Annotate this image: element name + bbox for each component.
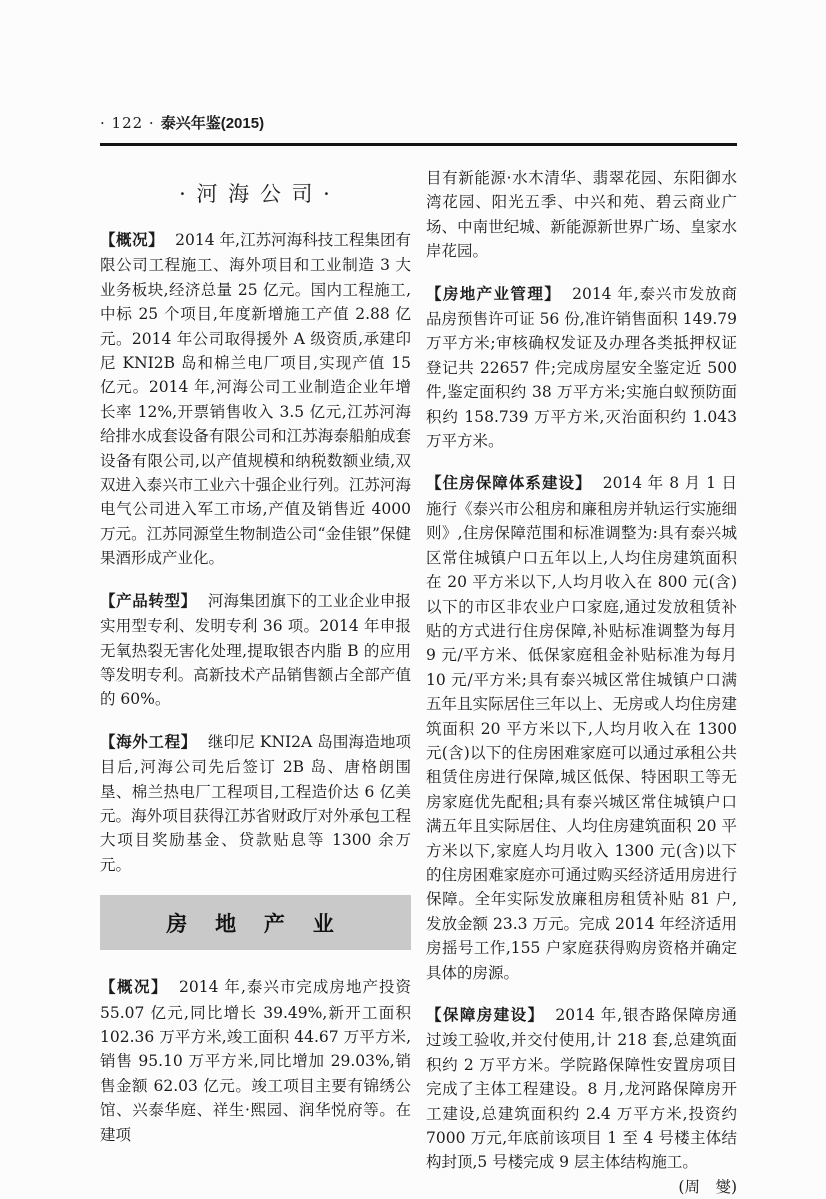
two-column-layout — [100, 166, 737, 1199]
section-text: 河海集团旗下的工业企业申报实用型专利、发明专利 36 项。2014 年申报无氧热裂无害化处理,提取银杏内脂 B 的应用等发明专利。高新技术产品销售额占全部产值的 60%。 — [100, 591, 411, 709]
section-text: 继印尼 KNI2A 岛围海造地项目后,河海公司先后签订 2B 岛、唐格朗围垦、棉兰热电厂工程项目,工程造价达 6 亿美元。海外项目获得江苏省财政厅对外承包工程大项目奖励基金、贷款贴息等 1300 余万元。 — [100, 732, 411, 874]
chapter-heading-box — [100, 895, 411, 950]
right-column — [426, 166, 737, 1199]
section-text: 目有新能源·水木清华、翡翠花园、东阳御水湾花园、阳光五季、中兴和苑、碧云商业广场、中南世纪城、新能源新世界广场、皇家水岸花园。 — [426, 169, 737, 261]
section-housing-security-system — [426, 471, 737, 985]
chapter-heading: 房 地 产 业 — [166, 913, 345, 937]
section-overseas-projects — [100, 730, 411, 877]
section-security-housing-construction — [426, 1003, 737, 1196]
section-label: 【住房保障体系建设】 — [426, 475, 592, 493]
section-text: 2014 年,泰兴市发放商品房预售许可证 56 份,准许销售面积 149.79 万平方米;审核确权发证及办理各类抵押权证登记共 22657 件;完成房屋安全鉴定近 500 件,鉴定面积约 38 万平方米;实施白蚁预防面积约 158.739 万平方米,灭治面积约 1.043 万平方米。 — [426, 284, 737, 451]
section-text: 2014 年,江苏河海科技工程集团有限公司工程施工、海外项目和工业制造 3 大业务板块,经济总量 25 亿元。国内工程施工,中标 25 个项目,年度新增施工产值 2.88 亿元。2014 年公司取得援外 A 级资质,承建印尼 KNI2B 岛和棉兰电厂项目,实现产值 15 亿元。2014 年,河海公司工业制造企业年增长率 12%,开票销售收入 3.5 亿元,江苏河海给排水成套设备有限公司和江苏海泰船舶成套设备有限公司,以产值规模和纳税数额业绩,双双进入泰兴市工业六十强企业行列。江苏河海电气公司进入军工市场,产值及销售近 4000 万元。江苏同源堂生物制造公司“金佳银”保健果酒形成产业化。 — [100, 231, 411, 568]
section-label: 【保障房建设】 — [426, 1007, 545, 1024]
article-title: · 河 海 公 司 · — [179, 182, 332, 206]
page-header — [100, 112, 737, 146]
section-label: 【产品转型】 — [100, 592, 197, 610]
section-label: 【房地产业管理】 — [426, 285, 562, 303]
section-overview-realestate — [100, 975, 411, 1147]
section-overview-hehai — [100, 228, 411, 571]
section-text: 2014 年,银杏路保障房通过竣工验收,并交付使用,计 218 套,总建筑面积约 2 万平方米。学院路保障性安置房项目完成了主体工程建设。8 月,龙河路保障房开工建设,总建筑面积约 2.4 万平方米,投资约 7000 万元,年底前该项目 1 至 4 号楼主体结构封顶,5 号楼完成 9 层主体结构施工。 — [426, 1006, 737, 1172]
section-product-transformation — [100, 589, 411, 712]
author-byline: (周 燮) — [678, 1177, 737, 1196]
publication-title: 泰兴年鉴(2015) — [160, 115, 265, 132]
section-text: 2014 年 8 月 1 日施行《泰兴市公租房和廉租房并轨运行实施细则》,住房保障范围和标准调整为:具有泰兴城区常住城镇户口五年以上,人均住房建筑面积在 20 平方米以下,人均月收入在 800 元(含)以下的市区非农业户口家庭,通过发放租赁补贴的方式进行住房保障,补贴标准调整为每月 9 元/平方米、低保家庭租金补贴标准为每月 10 元/平方米;具有泰兴城区常住城镇户口满五年且实际居住三年以上、无房或人均住房建筑面积 20 平方米以下,人均月收入在 1300 元(含)以下的住房困难家庭可以通过承租公共租赁住房进行保障,城区低保、特困职工等无房家庭优先配租;具有泰兴城区常住城镇户口满五年且实际居住、人均住房建筑面积 20 平方米以下,家庭人均月收入 1300 元(含)以下的住房困难家庭亦可通过购买经济适用房进行保障。全年实际发放廉租房租赁补贴 81 户,发放金额 23.3 万元。完成 2014 年经济适用房摇号工作,155 户家庭获得购房资格并确定具体的房源。 — [426, 474, 737, 982]
section-label: 【概况】 — [100, 232, 165, 249]
section-text: 2014 年,泰兴市完成房地产投资 55.07 亿元,同比增长 39.49%,新开工面积 102.36 万平方米,竣工面积 44.67 万平方米,销售 95.10 万平方米,同比增加 29.03%,销售金额 62.03 亿元。竣工项目主要有锦绣公馆、兴泰华庭、祥生·熙园、润华悦府等。在建项 — [100, 978, 411, 1144]
left-column — [100, 166, 411, 1199]
section-label: 【概况】 — [100, 979, 169, 997]
continuation-paragraph — [426, 166, 737, 264]
section-realestate-management — [426, 282, 737, 454]
section-label: 【海外工程】 — [100, 733, 197, 751]
page-number: · 122 · — [100, 114, 155, 132]
